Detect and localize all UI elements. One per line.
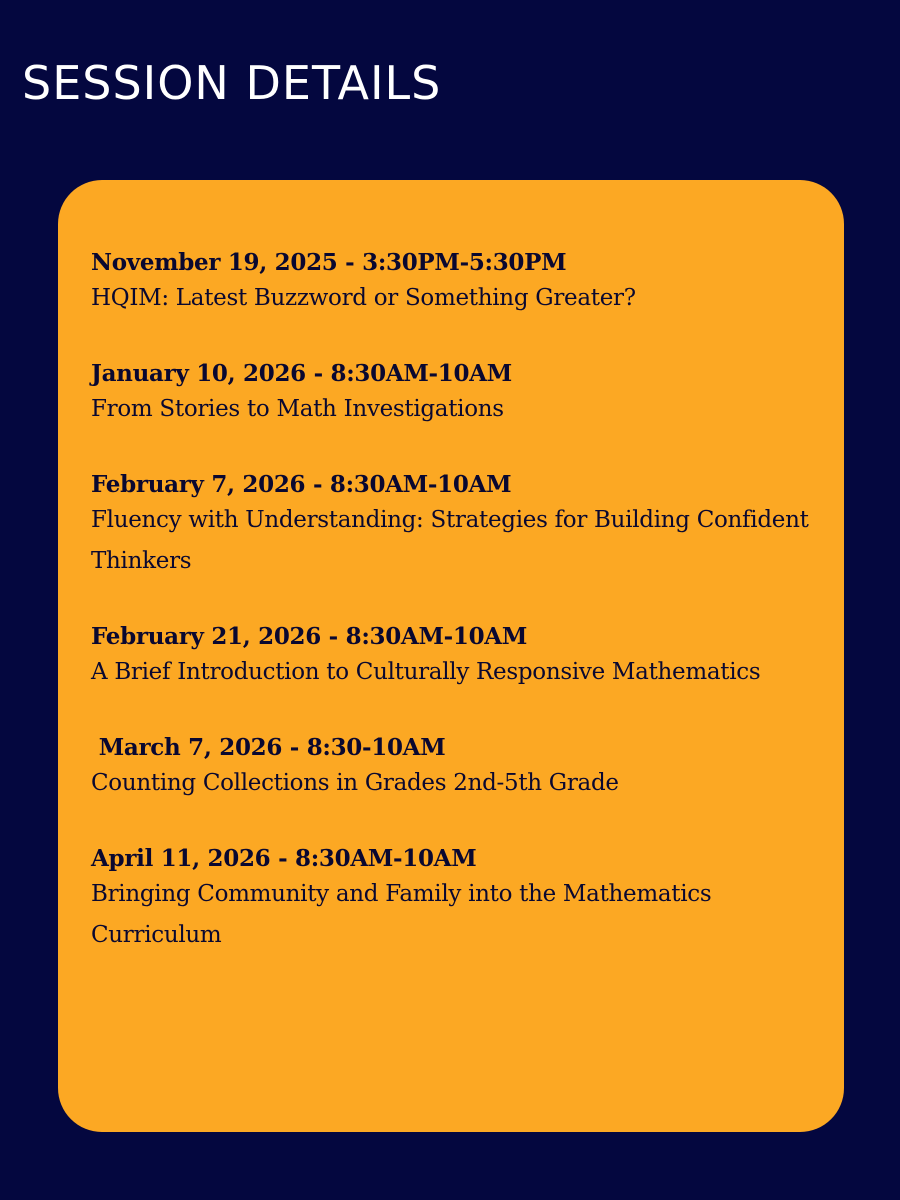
session-title: A Brief Introduction to Culturally Responsive Mathematics (91, 659, 761, 685)
session-date: November 19, 2025 - 3:30PM-5:30PM (91, 249, 567, 276)
session-item (91, 733, 814, 804)
session-date: March 7, 2026 - 8:30-10AM (91, 734, 446, 761)
session-item (91, 248, 814, 319)
session-date: February 21, 2026 - 8:30AM-10AM (91, 623, 527, 650)
page-title: SESSION DETAILS (22, 56, 442, 110)
session-date: January 10, 2026 - 8:30AM-10AM (91, 360, 512, 387)
session-title: Counting Collections in Grades 2nd-5th Grade (91, 770, 619, 796)
session-title: Fluency with Understanding: Strategies for Building Confident Thinkers (91, 507, 809, 574)
session-date: April 11, 2026 - 8:30AM-10AM (91, 845, 477, 872)
session-title: Bringing Community and Family into the Mathematics Curriculum (91, 881, 712, 948)
session-item (91, 359, 814, 430)
session-title: From Stories to Math Investigations (91, 396, 504, 422)
session-list-card (58, 180, 844, 1132)
session-item (91, 470, 814, 582)
session-title: HQIM: Latest Buzzword or Something Greater? (91, 285, 636, 311)
session-date: February 7, 2026 - 8:30AM-10AM (91, 471, 512, 498)
session-item (91, 844, 814, 956)
session-item (91, 622, 814, 693)
